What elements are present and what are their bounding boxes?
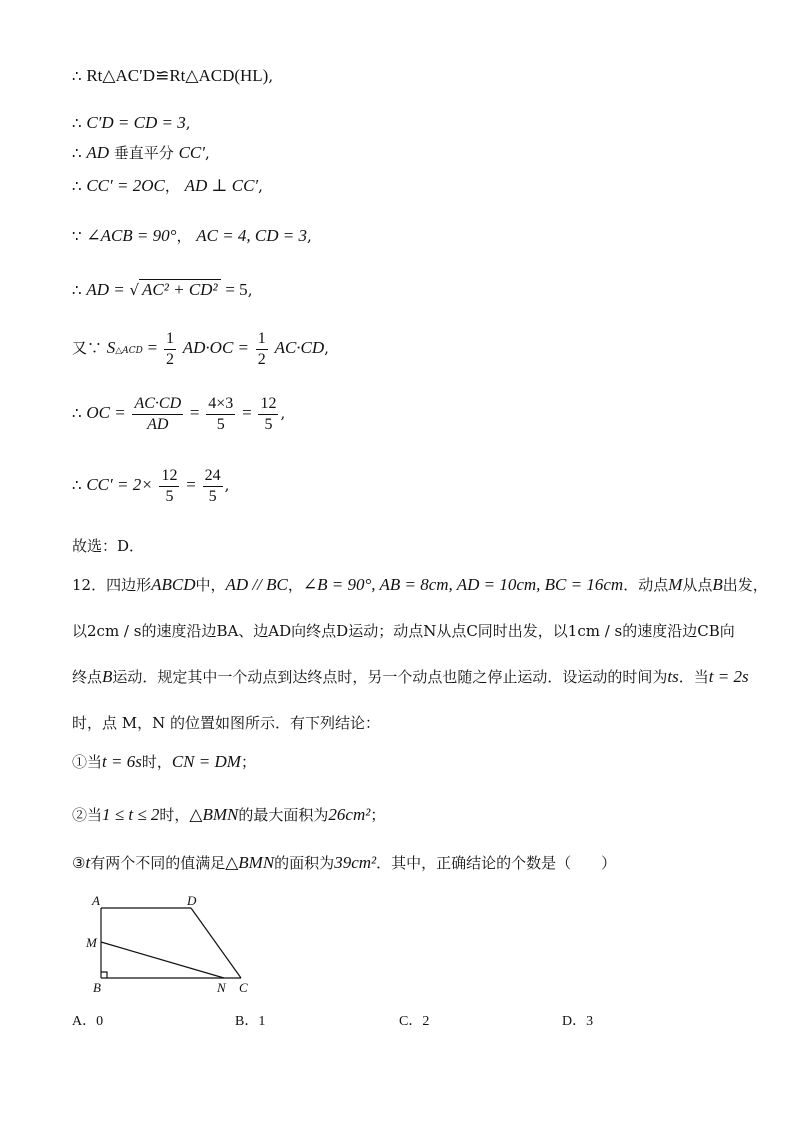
- therefore-symbol: ∴: [72, 281, 82, 299]
- option-d[interactable]: D．3: [562, 1014, 594, 1029]
- text: 的面积为: [274, 854, 335, 872]
- equation: AC = 4, CD = 3: [196, 226, 308, 245]
- punct: ,: [324, 339, 329, 357]
- label-b: B: [93, 980, 101, 995]
- solution-line-7: [72, 325, 329, 371]
- fraction: [206, 394, 235, 435]
- numerator: 1: [256, 329, 268, 350]
- fraction: [256, 329, 268, 370]
- segment-mn: [101, 942, 224, 978]
- punct: ,: [185, 114, 191, 132]
- area-symbol: S: [106, 338, 116, 357]
- equation: = 5: [225, 280, 248, 299]
- answer-line: [72, 536, 144, 556]
- numerator: AC·CD: [132, 394, 183, 415]
- text: 垂直平分: [113, 144, 174, 162]
- numerator: 4×3: [206, 394, 235, 415]
- text: 运动．规定其中一个动点到达终点时，另一个动点也随之停止运动．设运动的时间为: [112, 668, 668, 686]
- equation: AD =: [86, 280, 125, 299]
- because-symbol: ∵: [72, 227, 82, 245]
- text: 时，: [159, 806, 190, 824]
- math: 39cm²: [334, 853, 377, 872]
- equals: =: [189, 403, 200, 422]
- equals: =: [242, 403, 252, 422]
- math: △BMN: [225, 853, 275, 872]
- math: AD // BC: [225, 575, 288, 594]
- label-m: M: [86, 935, 97, 950]
- text: 有两个不同的值满足: [90, 854, 226, 872]
- math: t = 2s: [708, 667, 749, 686]
- numerator: 24: [203, 466, 223, 487]
- numerator: 12: [258, 394, 278, 415]
- therefore-symbol: ∴: [72, 404, 82, 422]
- punct: ,: [258, 177, 263, 195]
- denominator: 5: [216, 415, 225, 433]
- fraction: [132, 394, 183, 435]
- math: t: [85, 853, 91, 872]
- equation: AD·OC =: [182, 338, 250, 357]
- punct: ,: [280, 404, 286, 422]
- question-number: 12．四边形: [72, 576, 152, 594]
- fraction: [164, 329, 176, 370]
- answer-options: [72, 1010, 632, 1030]
- conclusion-3: [72, 853, 616, 873]
- denominator: 2: [165, 350, 174, 368]
- text: ③: [72, 854, 86, 872]
- text: ．当: [678, 668, 709, 686]
- edge-dc: [191, 908, 241, 978]
- math: CN = DM: [171, 752, 241, 771]
- equation: CC′ = 2×: [86, 475, 153, 494]
- label-d: D: [187, 893, 197, 908]
- fraction: [258, 394, 278, 435]
- because-symbol: 又∵: [72, 339, 103, 357]
- label-a: A: [92, 893, 100, 908]
- text: ；: [240, 753, 256, 771]
- math: t = 6s: [102, 752, 142, 771]
- text: 终点: [72, 668, 103, 686]
- fraction: [159, 466, 179, 507]
- conclusion-2: [72, 805, 385, 825]
- equation: ∠ACB = 90°: [86, 226, 177, 245]
- text: 出发，: [722, 576, 768, 594]
- equals: =: [186, 475, 196, 494]
- denominator: 5: [264, 415, 273, 433]
- question-line-4: [72, 713, 380, 733]
- solution-line-9: [72, 462, 229, 508]
- option-b[interactable]: B．1: [235, 1014, 266, 1029]
- question-line-3: [72, 667, 749, 687]
- option-a[interactable]: A．0: [72, 1014, 104, 1029]
- math: 26cm²: [328, 805, 371, 824]
- fraction: [203, 466, 223, 507]
- question-line-2: [72, 621, 735, 641]
- text: ，: [287, 576, 303, 594]
- conclusion-1: [72, 752, 256, 772]
- equals: =: [147, 338, 158, 357]
- text: 以2cm / s的速度沿边BA、边AD向终点D运动；动点N从点C同时出发，以1cm / s的速度沿边CB向: [72, 622, 735, 640]
- right-angle-mark: [101, 972, 107, 978]
- trapezoid-figure: [80, 890, 280, 1002]
- punct: ,: [268, 67, 274, 85]
- text: 时，: [141, 753, 172, 771]
- equation: AD ⊥ CC′: [184, 176, 259, 195]
- numerator: 1: [164, 329, 176, 350]
- congruence-statement: Rt△AC′D≌Rt△ACD(HL): [86, 66, 269, 85]
- math: B: [102, 667, 113, 686]
- math: △BMN: [189, 805, 239, 824]
- math: ts: [667, 667, 679, 686]
- therefore-symbol: ∴: [72, 476, 82, 494]
- text: ①当: [72, 753, 103, 771]
- therefore-symbol: ∴: [72, 114, 82, 132]
- solution-line-4: ∴ CC′ = 2OC， AD ⊥ CC′,: [72, 176, 263, 195]
- text: ．动点: [623, 576, 669, 594]
- option-c[interactable]: C．2: [399, 1014, 430, 1029]
- solution-line-5: ∵ ∠ACB = 90°， AC = 4, CD = 3,: [72, 226, 312, 245]
- therefore-symbol: ∴: [72, 177, 82, 195]
- therefore-symbol: ∴: [72, 67, 82, 85]
- math-ad: AD: [86, 143, 109, 162]
- math: 1 ≤ t ≤ 2: [102, 805, 160, 824]
- therefore-symbol: ∴: [72, 144, 82, 162]
- equation: OC =: [86, 403, 126, 422]
- text: ．其中，正确结论的个数是（ ）: [376, 854, 617, 872]
- answer-text: 故选：D．: [72, 537, 145, 555]
- denominator: AD: [147, 415, 169, 433]
- math: ABCD: [151, 575, 196, 594]
- punct: ,: [224, 476, 230, 494]
- text: 的最大面积为: [238, 806, 329, 824]
- sqrt-expression: AC² + CD²: [139, 279, 221, 299]
- text: ；: [370, 806, 386, 824]
- math-cc: CC′: [178, 143, 205, 162]
- punct: ,: [204, 144, 210, 162]
- punct: ,: [247, 281, 253, 299]
- question-line-1: [72, 575, 768, 595]
- equation: C′D = CD = 3: [86, 113, 186, 132]
- math: B: [712, 575, 723, 594]
- solution-line-3: [72, 143, 210, 163]
- label-n: N: [217, 980, 226, 995]
- math: ∠B = 90°, AB = 8cm, AD = 10cm, BC = 16cm: [302, 575, 624, 594]
- text: ②当: [72, 806, 103, 824]
- denominator: 5: [208, 487, 217, 505]
- equation: CC′ = 2OC: [86, 176, 165, 195]
- text: 从点: [682, 576, 713, 594]
- denominator: 5: [165, 487, 174, 505]
- solution-line-6: ∴ AD = √ AC² + CD² = 5,: [72, 280, 253, 299]
- solution-line-2: [72, 113, 191, 133]
- subscript: △ACD: [115, 346, 143, 356]
- denominator: 2: [257, 350, 266, 368]
- solution-line-1: [72, 66, 273, 86]
- math: M: [668, 575, 683, 594]
- solution-line-8: [72, 390, 285, 436]
- equation: AC·CD: [274, 338, 325, 357]
- text: 中，: [195, 576, 226, 594]
- punct: ,: [307, 227, 312, 245]
- text: 时，点 M，N 的位置如图所示．有下列结论：: [72, 714, 381, 732]
- label-c: C: [239, 980, 248, 995]
- numerator: 12: [159, 466, 179, 487]
